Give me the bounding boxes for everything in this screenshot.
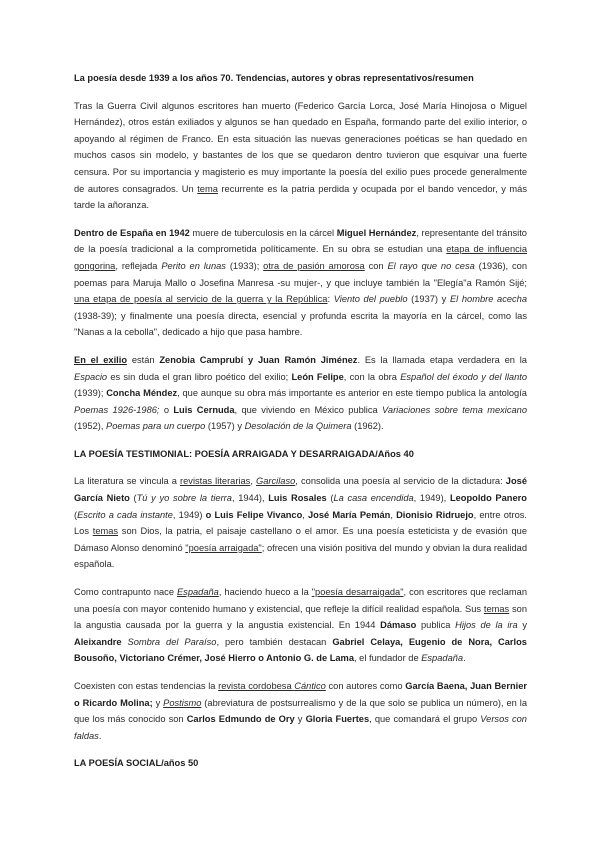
paragraph-poesia-arraigada: La literatura se vincula a revistas literarias, Garcilaso, consolida una poesía al servicio de la dictadura: José García Nieto (Tú y yo sobre la tierra, 1944), Luis Rosales (La casa encendida, 1949), Leopoldo Panero (Escrito a cada instante, 1949) o Luis Felipe Vivanco, José María Pemán, Dionisio Ridruejo, entre otros. Los temas son Dios, la patria, el paisaje castellano o el amor. Es una poesía esteticista y de evasión que Dámaso Alonso denominó "poesía arraigada"; ofrecen una visión positiva del mundo y obvian la dura realidad española. xyxy=(74,476,527,570)
section-heading-poesia-testimonial: LA POESÍA TESTIMONIAL: POESÍA ARRAIGADA Y DESARRAIGADA/Años 40 xyxy=(74,448,414,459)
paragraph-cantico-postismo: Coexisten con estas tendencias la revista cordobesa Cántico con autores como García Baena, Juan Bernier o Ricardo Molina; y Postismo (abreviatura de postsurrealismo y de la que solo se publica un número), en la que los más conocido son Carlos Edmundo de Ory y Gloria Fuertes, que comandará el grupo Versos con faldas. xyxy=(74,681,527,741)
paragraph-intro: Tras la Guerra Civil algunos escritores han muerto (Federico García Lorca, José María Hinojosa o Miguel Hernández), otros están exiliados y algunos se han quedado en España, formando parte del exilio interior, o apoyando al régimen de Franco. En esta situación las nuevas generaciones poéticas se han quedado en muchos casos sin modelo, y bastantes de los que se quedaron dentro tuvieron que esquivar una fuerte censura. Por su importancia y magisterio es muy importante la poesía del exilio pues procede generalmente de autores consagrados. Un tema recurrente es la patria perdida y ocupada por el bando vencedor, y más tarde la añoranza. xyxy=(74,100,527,211)
section-heading-poesia-social: LA POESÍA SOCIAL/años 50 xyxy=(74,758,199,769)
paragraph-exilio: En el exilio están Zenobia Camprubí y Juan Ramón Jiménez. Es la llamada etapa verdadera en la Espacio es sin duda el gran libro poético del exilio; León Felipe, con la obra Español del éxodo y del llanto (1939); Concha Méndez, que aunque su obra más importante es anterior en este tiempo publica la antología Poemas 1926-1986; o Luis Cernuda, que viviendo en México publica Variaciones sobre tema mexicano (1952), Poemas para un cuerpo (1957) y Desolación de la Quimera (1962). xyxy=(74,354,528,432)
paragraph-miguel-hernandez: Dentro de España en 1942 muere de tuberculosis en la cárcel Miguel Hernández, representante del tránsito de la poesía tradicional a la comprometida políticamente. En su obra se estudian una etapa de influencia gongorina, reflejada Perito en lunas (1933); otra de pasión amorosa con El rayo que no cesa (1936), con poemas para Maruja Mallo o Josefina Manresa -su mujer-, y que incluye también la "Elegía"a Ramón Sijé; una etapa de poesía al servicio de la guerra y la República: Viento del pueblo (1937) y El hombre acecha (1938-39); y finalmente una poesía directa, esencial y profunda escrita la mayoría en la cárcel, como las "Nanas a la cebolla", dedicado a hijo que pasa hambre. xyxy=(74,227,527,338)
paragraph-poesia-desarraigada: Como contrapunto nace Espadaña, haciendo hueco a la "poesía desarraigada", con escritores que reclaman una poesía con mayor contenido humano y existencial, que refleje la difícil realidad española. Sus temas son la angustia causada por la guerra y la angustia existencial. En 1944 Dámaso publica Hijos de la ira y Aleixandre Sombra del Paraíso, pero también destacan Gabriel Celaya, Eugenio de Nora, Carlos Bousoño, Victoriano Crémer, José Hierro o Antonio G. de Lama, el fundador de Espadaña. xyxy=(74,587,528,664)
document-title: La poesía desde 1939 a los años 70. Tendencias, autores y obras representativos/resumen xyxy=(74,73,474,83)
